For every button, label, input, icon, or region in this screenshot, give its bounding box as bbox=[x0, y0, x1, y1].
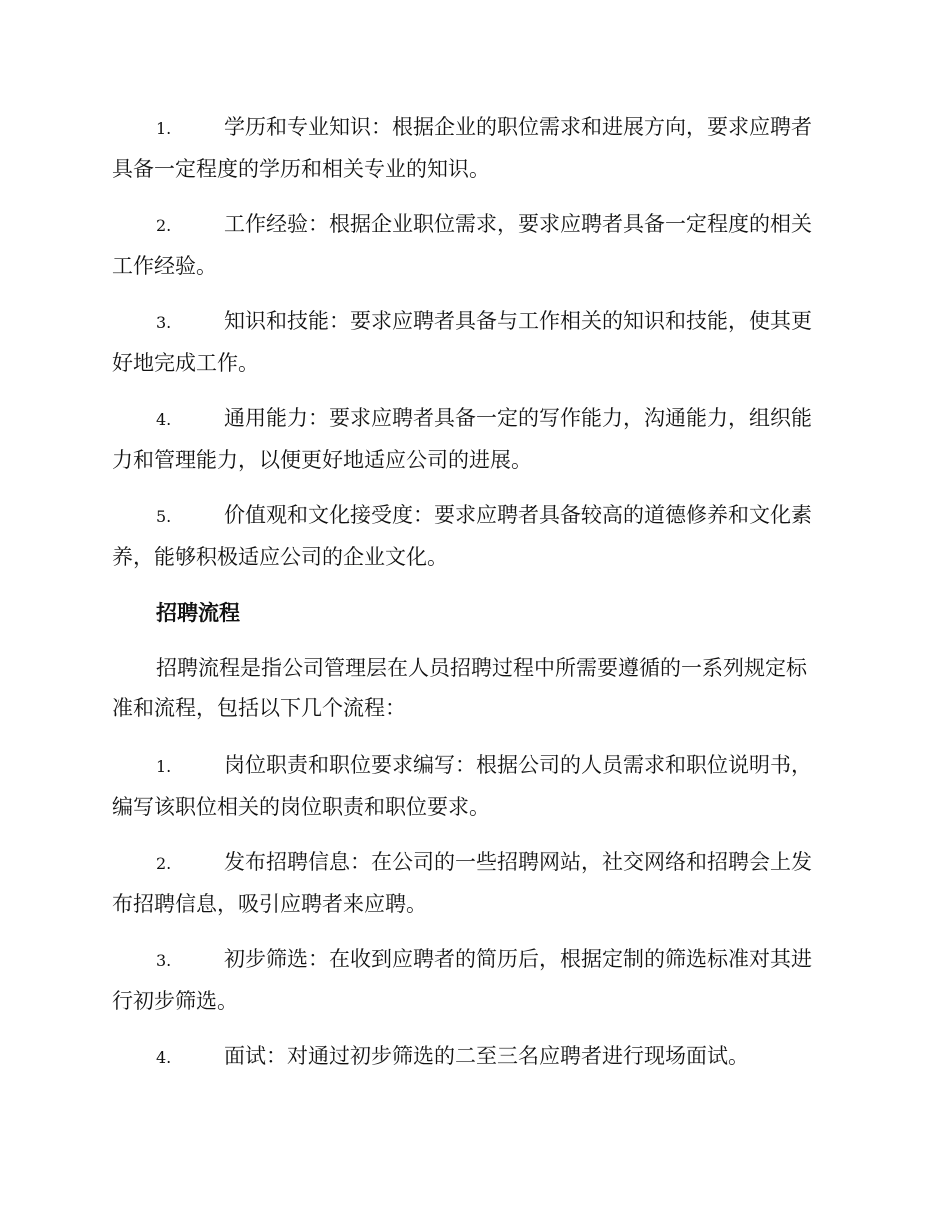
list-number: 2. bbox=[156, 854, 172, 873]
list-item-text-continued: 好地完成工作。 bbox=[112, 351, 259, 375]
list-item-text-continued: 工作经验。 bbox=[112, 254, 217, 278]
list-item-text: 岗位职责和职位要求编写：根据公司的人员需求和职位说明书， bbox=[224, 753, 812, 777]
list-item bbox=[112, 204, 837, 286]
list-item-text-continued: 编写该职位相关的岗位职责和职位要求。 bbox=[112, 795, 490, 819]
list-number: 5. bbox=[156, 507, 172, 526]
intro-line: 准和流程，包括以下几个流程： bbox=[112, 696, 406, 720]
list-number: 1. bbox=[156, 757, 172, 776]
list-item-text: 价值观和文化接受度：要求应聘者具备较高的道德修养和文化素 bbox=[224, 503, 812, 527]
list-item-text: 面试：对通过初步筛选的二至三名应聘者进行现场面试。 bbox=[224, 1044, 749, 1068]
list-item-text: 知识和技能：要求应聘者具备与工作相关的知识和技能，使其更 bbox=[224, 309, 812, 333]
list-item bbox=[112, 842, 837, 924]
list-number: 1. bbox=[156, 119, 172, 138]
intro-paragraph bbox=[112, 648, 837, 728]
list-item-text-continued: 力和管理能力，以便更好地适应公司的进展。 bbox=[112, 448, 532, 472]
list-number: 4. bbox=[156, 1048, 172, 1067]
list-item-text-continued: 具备一定程度的学历和相关专业的知识。 bbox=[112, 157, 490, 181]
list-item-text: 学历和专业知识：根据企业的职位需求和进展方向，要求应聘者 bbox=[224, 115, 812, 139]
list-item-text: 工作经验：根据企业职位需求，要求应聘者具备一定程度的相关 bbox=[224, 212, 812, 236]
list-item-text: 初步筛选：在收到应聘者的简历后，根据定制的筛选标准对其进 bbox=[224, 947, 812, 971]
list-item bbox=[112, 1036, 837, 1078]
list-number: 3. bbox=[156, 313, 172, 332]
list-item bbox=[112, 107, 837, 189]
list-item bbox=[112, 939, 837, 1021]
list-item bbox=[112, 398, 837, 480]
list-item-text: 发布招聘信息：在公司的一些招聘网站，社交网络和招聘会上发 bbox=[224, 850, 812, 874]
list-item-text-continued: 行初步筛选。 bbox=[112, 989, 238, 1013]
intro-line: 招聘流程是指公司管理层在人员招聘过程中所需要遵循的一系列规定标 bbox=[156, 656, 807, 680]
list-item-text-continued: 布招聘信息，吸引应聘者来应聘。 bbox=[112, 892, 427, 916]
list-number: 4. bbox=[156, 410, 172, 429]
list-item-text-continued: 养，能够积极适应公司的企业文化。 bbox=[112, 545, 448, 569]
list-item bbox=[112, 495, 837, 577]
list-item bbox=[112, 745, 837, 827]
list-number: 3. bbox=[156, 951, 172, 970]
list-number: 2. bbox=[156, 216, 172, 235]
section-heading: 招聘流程 bbox=[156, 600, 240, 625]
list-item bbox=[112, 301, 837, 383]
list-item-text: 通用能力：要求应聘者具备一定的写作能力，沟通能力，组织能 bbox=[224, 406, 812, 430]
